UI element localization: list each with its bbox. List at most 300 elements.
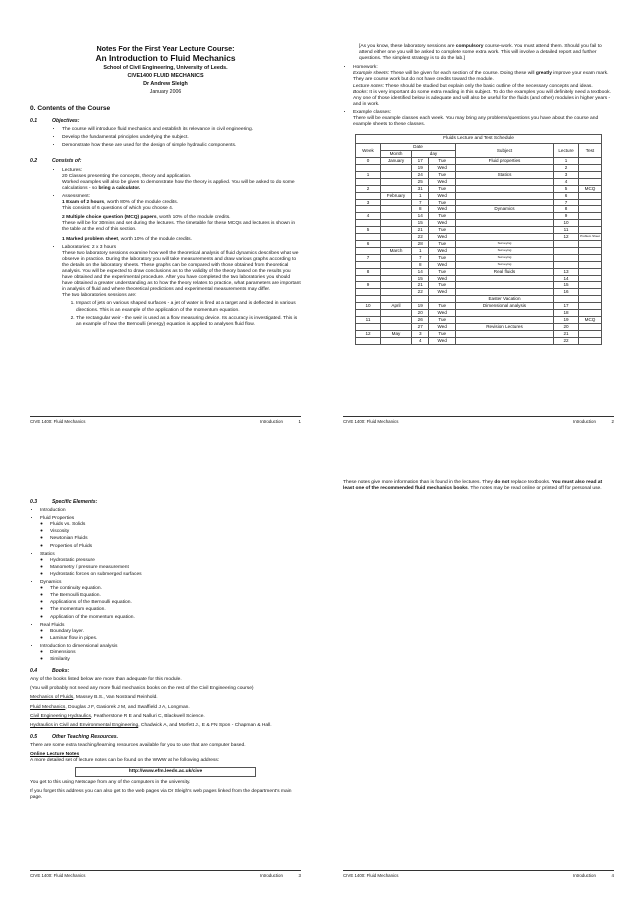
table-row: [356, 234, 602, 241]
url-note: You get to this using Netscape from any of the computers in the university.: [30, 780, 191, 786]
cell-week: [356, 275, 381, 282]
labs-list: [62, 301, 301, 327]
item-text: These two laboratory sessions examine how well the theoretical analysis of fluid dynamics describes what we observe in practice. During the laboratory you will take measurements and draw various graphs according to the details on the laboratory sheets. These graphs can be compared with those obtained from theoretical analysis. You will be expected to draw conclusions as to the validity of the theory based on the results you have obtained and the experimental procedure. After you have completed the two laboratories you should have obtained a greater understanding as to how the theory relates to practice, what parameters are important in analysis of fluid and where theoretical predictions and experimental measurements may differ.: [62, 250, 301, 293]
course-url-link[interactable]: http://www.efm.leeds.ac.uk/cive: [75, 767, 256, 777]
cell-month: [381, 165, 412, 172]
book-list: [30, 695, 301, 728]
cell-lecture: 12: [554, 234, 579, 241]
cell-lecture: [554, 261, 579, 268]
list-item-label: Introduction to dimensional analysis: [40, 643, 118, 649]
cell-week: 8: [356, 268, 381, 275]
cell-week: 9: [356, 282, 381, 289]
footer-left: CIVE 1400: Fluid Mechanics: [343, 419, 399, 424]
cell-week: [356, 247, 381, 254]
list-item-homework: [353, 65, 614, 108]
cell-test: [579, 268, 602, 275]
cell-test: [579, 275, 602, 282]
cell-lecture: 14: [554, 275, 579, 282]
section-number: 0.1: [30, 118, 38, 125]
cell-weekday: Tue: [429, 227, 456, 234]
sub-list-item: ◦ Viscosity: [50, 529, 301, 535]
table-row: [356, 282, 602, 289]
list-item: • The course will introduce fluid mechanics and establish its relevance in civil engineering.: [62, 127, 301, 133]
sub-list-item: ◦ Hydrostatic forces on submerged surfaces: [50, 572, 301, 578]
footer-center: Introduction: [260, 873, 283, 878]
cell-month: [381, 241, 412, 248]
table-row: [356, 227, 602, 234]
section-title: Specific Elements:: [52, 499, 98, 505]
cell-test: [579, 282, 602, 289]
sub-list-item: ◦ The Bernoulli Equation.: [50, 593, 301, 599]
item-title: • Example classes:: [353, 109, 392, 115]
cell-lecture: 2: [554, 165, 579, 172]
cell-day: 8: [412, 261, 429, 268]
cell-lecture: 20: [554, 323, 579, 330]
item-title: • Assessment:: [62, 193, 90, 199]
books-note: (You will probably not need any more fluid mechanics books on the rest of the Civil Engineering course): [30, 686, 254, 692]
cell-weekday: Wed: [429, 165, 456, 172]
cell-month: [381, 337, 412, 344]
cell-month: [381, 289, 412, 296]
table-row: [356, 178, 602, 185]
list-item-label: Dynamics: [40, 580, 62, 586]
section-books-heading: [30, 668, 301, 674]
cell-day: 24: [412, 171, 429, 178]
list-item-example-classes: [353, 110, 614, 128]
cell-lecture: 11: [554, 227, 579, 234]
section-number: 0.5: [30, 733, 38, 740]
list-item: [40, 552, 301, 578]
cell-month: [381, 199, 412, 206]
cell-lecture: 9: [554, 213, 579, 220]
cell-week: 1: [356, 171, 381, 178]
page-footer: [343, 416, 614, 425]
item-text: There will be example classes each week. You may bring any problems/questions you have about the course and example sheets to these classes.: [353, 116, 599, 128]
page-footer: [343, 870, 614, 879]
table-row: [356, 171, 602, 178]
sub-list-item: ◦ Properties of Fluids: [50, 544, 301, 550]
cell-test: [579, 192, 602, 199]
cell-weekday: Tue: [429, 316, 456, 323]
list-item-assessment: [62, 194, 301, 243]
cell-week: [356, 310, 381, 317]
cell-test: [579, 241, 602, 248]
cell-weekday: Wed: [429, 220, 456, 227]
cell-lecture: 4: [554, 178, 579, 185]
cell-weekday: Tue: [429, 158, 456, 165]
cell-lecture: 10: [554, 220, 579, 227]
page-footer: [30, 870, 301, 879]
list-item: • Demonstrate how these are used for the design of simple hydraulic components.: [62, 143, 301, 149]
footer-page-number: 2: [611, 419, 614, 424]
cell-subject: [456, 213, 554, 220]
table-row: [356, 241, 602, 248]
list-item: [40, 644, 301, 663]
cell-week: 2: [356, 185, 381, 192]
cell-subject: Surveying: [456, 254, 554, 261]
footer-center: Introduction: [260, 419, 283, 424]
footer-page-number: 4: [611, 873, 614, 878]
cell-month: [381, 220, 412, 227]
cell-month: February: [381, 192, 412, 199]
cell-week: 12: [356, 330, 381, 337]
footer-left: CIVE 1400: Fluid Mechanics: [30, 873, 86, 878]
url-alt-note: If you forget this address you can also get to the web pages via Dr Sleigh's web pages linked from the department's main page.: [30, 789, 292, 801]
table-row: [356, 213, 602, 220]
cell-week: [356, 289, 381, 296]
cell-subject: [456, 337, 554, 344]
cell-week: [356, 220, 381, 227]
cell-lecture: [554, 247, 579, 254]
cell-day: 14: [412, 213, 429, 220]
cell-subject: [456, 227, 554, 234]
table-row: [356, 303, 602, 310]
cell-day: 15: [412, 220, 429, 227]
cell-week: [356, 165, 381, 172]
cell-day: 8: [412, 206, 429, 213]
sub-list-item: ◦ Laminar flow in pipes.: [50, 636, 301, 642]
list-item-label: Statics: [40, 551, 55, 557]
cell-week: [356, 234, 381, 241]
cell-day: 7: [412, 254, 429, 261]
cell-weekday: Wed: [429, 178, 456, 185]
cell-weekday: Tue: [429, 254, 456, 261]
sub-list-item: ◦ The momentum equation.: [50, 607, 301, 613]
cell-test: MCQ: [579, 185, 602, 192]
header-subject: Subject: [456, 144, 554, 158]
cell-week: [356, 296, 381, 303]
cell-test: [579, 289, 602, 296]
item-text: 1 Marked problem sheet, worth 10% of the module credits.: [62, 236, 192, 242]
cell-lecture: 7: [554, 199, 579, 206]
contents-heading: 0. Contents of the Course: [30, 105, 111, 112]
author-name: Dr Andrew Sleigh: [143, 81, 188, 87]
sub-list-item: ◦ Boundary layer.: [50, 629, 301, 635]
cell-test: [579, 247, 602, 254]
list-item: [40, 516, 301, 549]
lab-note: [As you know, these laboratory sessions are compulsory course-work. You must attend them. Should you fail to attend either one you will be asked to complete some extra work. This will involve a detailed report and further questions. The simplest strategy is to do the lab.]: [359, 44, 602, 62]
cell-month: [381, 268, 412, 275]
header-week: Week: [356, 144, 381, 158]
cell-week: [356, 323, 381, 330]
sub-list-item: ◦ Manometry / pressure measurement: [50, 565, 301, 571]
table-row: [356, 316, 602, 323]
cell-subject: [456, 310, 554, 317]
school-name: School of Civil Engineering, University of Leeds.: [103, 65, 228, 71]
list-item-label: Introduction: [40, 508, 66, 514]
cell-subject: Revision Lectures: [456, 323, 554, 330]
cell-test: [579, 178, 602, 185]
sub-list: [40, 650, 301, 663]
cell-lecture: 1: [554, 158, 579, 165]
consists-list: [52, 168, 301, 328]
cell-lecture: 8: [554, 206, 579, 213]
cell-test: [579, 296, 602, 303]
cell-month: [381, 254, 412, 261]
cell-week: 7: [356, 254, 381, 261]
cell-month: [381, 316, 412, 323]
page-footer: [30, 416, 301, 425]
cell-week: [356, 206, 381, 213]
cell-lecture: 18: [554, 310, 579, 317]
cell-subject: Dimensional analysis: [456, 303, 554, 310]
books-intro: Any of the books listed below are more than adequate for this module.: [30, 677, 182, 683]
cell-month: [381, 296, 412, 303]
section-title: Objectives:: [52, 118, 80, 125]
cell-week: 11: [356, 316, 381, 323]
doc-title: Notes For the First Year Lecture Course:: [96, 44, 235, 53]
sub-list-item: ◦ Fluids vs. Solids: [50, 522, 301, 528]
cell-weekday: Wed: [429, 247, 456, 254]
cell-lecture: [554, 296, 579, 303]
cell-day: 7: [412, 199, 429, 206]
cell-subject: [456, 330, 554, 337]
list-item: [40, 508, 301, 514]
table-row: [356, 310, 602, 317]
item-text: These will be for 30mins and set during the lectures. The timetable for these MCQs and lectures is shown in the table at the end of this section.: [62, 221, 296, 233]
list-item-label: Real Fluids: [40, 622, 65, 628]
cell-subject: Fluid properties: [456, 158, 554, 165]
cell-weekday: Tue: [429, 330, 456, 337]
table-row: [356, 220, 602, 227]
sub-list-item: ◦ The continuity equation.: [50, 586, 301, 592]
table-row: [356, 247, 602, 254]
cell-lecture: 13: [554, 268, 579, 275]
cell-lecture: [554, 241, 579, 248]
online-notes-text: A more detailed set of lecture notes can be found on the WWW at he following address:: [30, 758, 220, 764]
table-row: [356, 330, 602, 337]
page-4: [321, 458, 630, 905]
cell-lecture: 19: [554, 316, 579, 323]
table-row: [356, 337, 602, 344]
cell-test: [579, 199, 602, 206]
cell-weekday: Tue: [429, 185, 456, 192]
cell-weekday: Wed: [429, 206, 456, 213]
cell-day: 19: [412, 165, 429, 172]
table-row: [356, 275, 602, 282]
notes-paragraph: These notes give more information than is found in the lectures. They do not replace textbooks. You must also read at least one of the recommended fluid mechanics books. The notes may be read online or printed off for personal use.: [343, 480, 603, 492]
table-row: [356, 261, 602, 268]
book-item: Mechanics of Fluids, Massey B.S., Van Nostrand Reinhold.: [30, 695, 158, 701]
cell-day: 14: [412, 268, 429, 275]
page-4-content: [343, 480, 614, 495]
cell-month: [381, 213, 412, 220]
cell-subject: [456, 199, 554, 206]
cell-test: [579, 171, 602, 178]
cell-weekday: Wed: [429, 337, 456, 344]
list-item: • Develop the fundamental principles underlying the subject.: [62, 135, 301, 141]
cell-subject: [456, 185, 554, 192]
item-title: • Laboratories: 2 x 3 hours: [62, 244, 117, 250]
cell-weekday: Tue: [429, 213, 456, 220]
cell-test: [579, 213, 602, 220]
section-number: 0.4: [30, 668, 38, 675]
cell-week: [356, 192, 381, 199]
cell-month: [381, 234, 412, 241]
cell-day: 1: [412, 247, 429, 254]
cell-day: 27: [412, 323, 429, 330]
page-2: [321, 4, 630, 451]
table-caption: Fluids Lecture and Test Schedule: [355, 134, 602, 143]
list-item: [40, 623, 301, 642]
table-row: [356, 268, 602, 275]
cell-weekday: Wed: [429, 323, 456, 330]
table-header-row: [356, 144, 602, 151]
sub-list-item: ◦ Application of the momentum equation.: [50, 615, 301, 621]
cell-subject: [456, 282, 554, 289]
cell-subject: Statics: [456, 171, 554, 178]
cell-day: 20: [412, 310, 429, 317]
cell-weekday: Tue: [429, 241, 456, 248]
cell-weekday: Wed: [429, 275, 456, 282]
schedule-table-body: [356, 158, 602, 344]
cell-day: 19: [412, 303, 429, 310]
cell-weekday: Wed: [429, 234, 456, 241]
cell-subject: Dynamics: [456, 206, 554, 213]
cell-lecture: 16: [554, 289, 579, 296]
table-row: [356, 254, 602, 261]
cell-week: 6: [356, 241, 381, 248]
cell-lecture: [554, 254, 579, 261]
sub-list-item: ◦ Newtonian Fluids: [50, 536, 301, 542]
sub-list: [40, 558, 301, 578]
section-other-heading: [30, 734, 301, 740]
footer-left: CIVE 1400: Fluid Mechanics: [30, 419, 86, 424]
footer-page-number: 3: [298, 873, 301, 878]
item-text: 20 Classes presenting the concepts, theory and application.: [62, 173, 192, 179]
sub-list-item: ◦ Applications of the Bernoulli equation.: [50, 600, 301, 606]
cell-weekday: Wed: [429, 192, 456, 199]
page-3-content: [30, 494, 301, 805]
section-specific-heading: [30, 499, 301, 505]
table-row: [356, 206, 602, 213]
cell-subject: Real fluids: [456, 268, 554, 275]
sub-list: [40, 629, 301, 642]
cell-lecture: 5: [554, 185, 579, 192]
cell-subject: Surveying: [456, 261, 554, 268]
section-number: 0.3: [30, 499, 38, 505]
cell-subject: [456, 275, 554, 282]
cell-month: [381, 261, 412, 268]
cell-month: January: [381, 158, 412, 165]
book-item: Civil Engineering Hydraulics, Featherstone R E and Nalluri C, Blackwell Science.: [30, 713, 205, 719]
cell-week: [356, 178, 381, 185]
item-title: • Lectures:: [62, 167, 83, 173]
cell-lecture: 21: [554, 330, 579, 337]
cell-test: Problem Sheet: [579, 234, 602, 241]
item-text: This consists of 6 questions of which you choose 4.: [62, 206, 174, 212]
schedule-table: [355, 134, 602, 344]
cell-subject: [456, 220, 554, 227]
section-consists-heading: [30, 158, 301, 164]
cell-weekday: Tue: [429, 199, 456, 206]
cell-month: [381, 227, 412, 234]
cell-day: 31: [412, 185, 429, 192]
cell-day: 22: [412, 289, 429, 296]
list-item: [40, 580, 301, 621]
sub-list-item: ◦ Similarity: [50, 657, 301, 663]
cell-month: [381, 171, 412, 178]
header-lecture: Lecture: [554, 144, 579, 158]
table-row: [356, 165, 602, 172]
book-item: Fluid Mechanics, Douglas J F, Gasiorek J M, and Swaffield J A, Longman.: [30, 704, 190, 710]
item-text: The two laboratories sessions are:: [62, 293, 137, 299]
cell-subject: Surveying: [456, 247, 554, 254]
cell-day: 15: [412, 275, 429, 282]
cell-lecture: 15: [554, 282, 579, 289]
section-title: Consists of:: [52, 158, 82, 165]
cell-month: [381, 275, 412, 282]
cell-month: [381, 206, 412, 213]
table-row: [356, 296, 602, 303]
online-notes-title: Online Lecture Notes: [30, 752, 80, 757]
table-row: [356, 289, 602, 296]
cell-test: [579, 206, 602, 213]
section-number: 0.2: [30, 158, 38, 165]
cell-day: [412, 296, 429, 303]
cell-weekday: Wed: [429, 261, 456, 268]
item-title: • Homework:: [353, 65, 378, 71]
header-day: day: [412, 151, 456, 158]
cell-day: 4: [412, 337, 429, 344]
sub-list: [40, 522, 301, 549]
page-1: [8, 4, 317, 451]
header-month: Month: [381, 151, 412, 158]
cell-month: March: [381, 247, 412, 254]
sub-list: [40, 586, 301, 620]
cell-week: 10: [356, 303, 381, 310]
cell-day: 22: [412, 234, 429, 241]
cell-weekday: Wed: [429, 310, 456, 317]
cell-month: May: [381, 330, 412, 337]
cell-month: [381, 178, 412, 185]
cell-test: [579, 337, 602, 344]
cell-weekday: Tue: [429, 282, 456, 289]
cell-weekday: [429, 296, 456, 303]
cell-day: 21: [412, 227, 429, 234]
list-item-laboratories: [62, 245, 301, 328]
item-text: Example sheets: These will be given for each section of the course. Doing these will greatly improve your exam mark. They are course work but do not have credits toward the module.: [353, 71, 609, 83]
footer-page-number: 1: [298, 419, 301, 424]
table-row: [356, 323, 602, 330]
cell-day: 17: [412, 158, 429, 165]
list-item: 1. Impact of jets on various shaped surfaces - a jet of water is fired at a target and is deflected in various directions. This is an example of the application of the momentum equation.: [76, 301, 301, 313]
footer-left: CIVE 1400: Fluid Mechanics: [343, 873, 399, 878]
header-test: Test: [579, 144, 602, 158]
cell-day: 3: [412, 330, 429, 337]
item-text: Books: It is very important do some extra reading in this subject. To do the examples you will definitely need a textbook. Any one of those identified below is adequate and will also be useful for the fluids (and other) modules in higher years - and in work.: [353, 89, 611, 107]
cell-weekday: Wed: [429, 289, 456, 296]
course-code: CIVE1400 FLUID MECHANICS: [127, 73, 204, 79]
cell-week: 4: [356, 213, 381, 220]
list-item: 2. The rectangular weir - the weir is used as a flow measuring device. Its accuracy is investigated. This is an example of how the Bernoulli (energy) equation is applied to analyses fluid flow.: [76, 316, 301, 328]
sub-list-item: ◦ Dimensions: [50, 650, 301, 656]
cell-subject: [456, 178, 554, 185]
other-intro: There are some extra teaching/learning resources available for you to use that are computer based.: [30, 742, 246, 748]
footer-center: Introduction: [573, 873, 596, 878]
cell-lecture: 3: [554, 171, 579, 178]
table-row: [356, 185, 602, 192]
item-text: Lecture notes: These should be studied but explain only the basic outline of the necessary concepts and ideas.: [353, 83, 593, 89]
cell-test: [579, 330, 602, 337]
cell-test: [579, 220, 602, 227]
section-title: Other Teaching Resources.: [52, 733, 119, 740]
page-1-content: [30, 44, 301, 330]
cell-day: 28: [412, 241, 429, 248]
cell-test: [579, 261, 602, 268]
sub-list-item: ◦ Hydrostatic pressure: [50, 558, 301, 564]
cell-week: 0: [356, 158, 381, 165]
